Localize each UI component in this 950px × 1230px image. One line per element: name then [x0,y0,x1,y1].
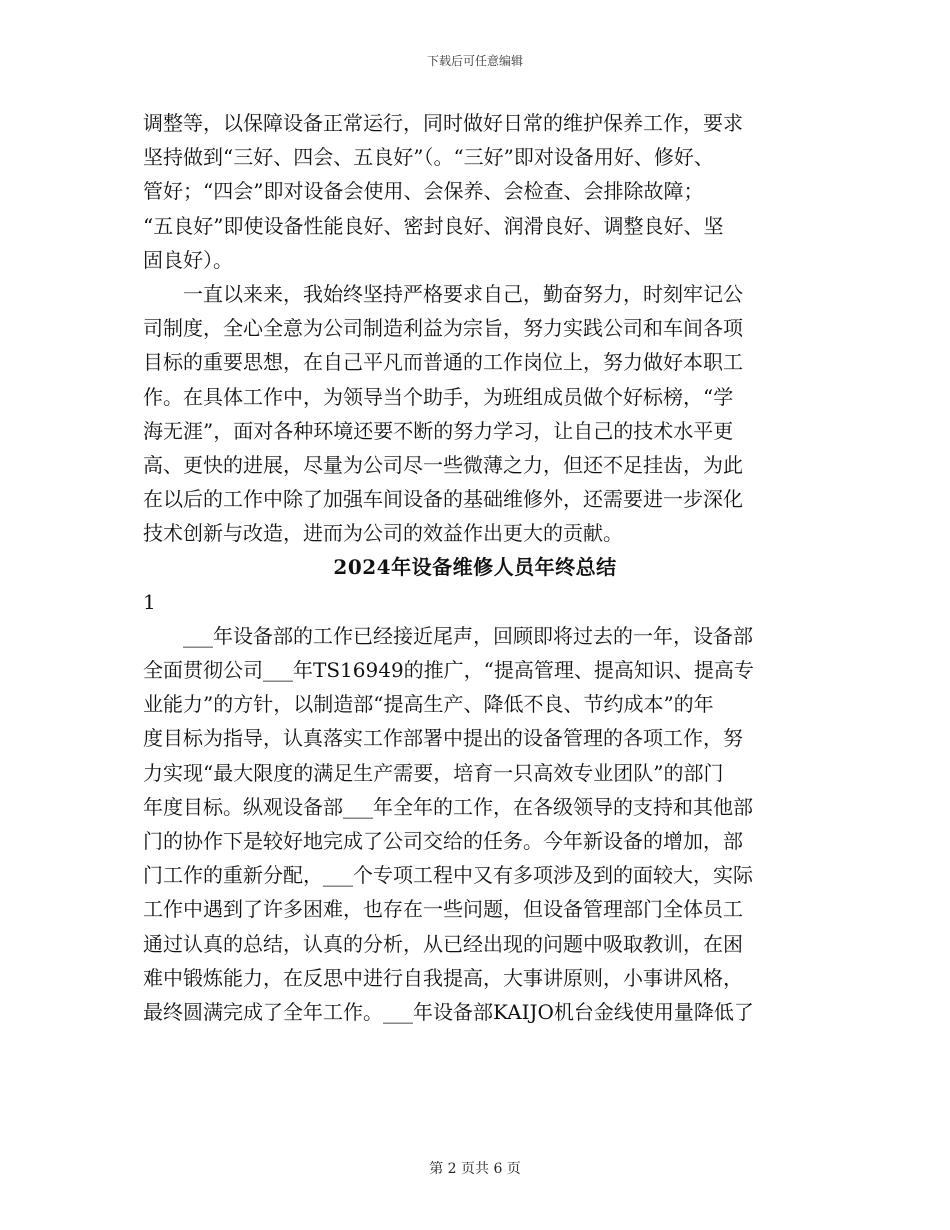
paragraph-line: 工作中遇到了许多困难，也存在一些问题，但设备管理部门全体员工 [143,897,743,922]
paragraph-line: 门的协作下是较好地完成了公司交给的任务。今年新设备的增加，部 [143,828,743,853]
paragraph-line: 作。在具体工作中，为领导当个助手，为班组成员做个好标榜，“学 [143,384,734,409]
document-body [143,106,807,1029]
paragraph-line: 门工作的重新分配，___个专项工程中又有多项涉及到的面较大，实际 [143,863,753,888]
paragraph-line: 年度目标。纵观设备部___年全年的工作，在各级领导的支持和其他部 [143,794,753,819]
paragraph-line: 司制度，全心全意为公司制造利益为宗旨，努力实践公司和车间各项 [143,316,743,341]
paragraph-line: 业能力”的方针，以制造部“提高生产、降低不良、节约成本”的年 [143,692,714,717]
page-header: 下载后可任意编辑 [426,54,523,68]
paragraph-line: 高、更快的进展，尽量为公司尽一些微薄之力，但还不足挂齿，为此 [143,452,743,477]
paragraph-line: 难中锻炼能力，在反思中进行自我提高，大事讲原则，小事讲风格， [143,965,743,990]
paragraph-line: 调整等，以保障设备正常运行，同时做好日常的维护保养工作，要求 [143,111,743,135]
paragraph-line: 固良好）。 [143,247,233,272]
paragraph-line: 海无涯”，面对各种环境还要不断的努力学习，让自己的技术水平更 [143,418,734,443]
section-number: 1 [143,589,156,614]
paragraph-line: 全面贯彻公司___年TS16949的推广，“提高管理、提高知识、提高专 [143,658,754,682]
paragraph-line: 度目标为指导，认真落实工作部署中提出的设备管理的各项工作，努 [143,726,743,751]
paragraph-line: 通过认真的总结，认真的分析，从已经出现的问题中吸取教训，在困 [143,931,743,956]
paragraph-line: 最终圆满完成了全年工作。___年设备部KAIJO机台金线使用量降低了 [143,999,754,1024]
paragraph-line: 力实现“最大限度的满足生产需要，培育一只高效专业团队”的部门 [143,760,724,785]
paragraph-line: 技术创新与改造，进而为公司的效益作出更大的贡献。 [143,521,623,546]
paragraph-line: 目标的重要思想，在自己平凡而普通的工作岗位上，努力做好本职工 [143,350,743,375]
paragraph-line: “五良好”即使设备性能良好、密封良好、润滑良好、调整良好、坚 [143,213,724,238]
paragraph-line: 坚持做到“三好、四会、五良好”（。“三好”即对设备用好、修好、 [143,145,714,170]
section-title: 2024年设备维修人员年终总结 [333,555,617,580]
paragraph-line: 在以后的工作中除了加强车间设备的基础维修外，还需要进一步深化 [143,487,743,512]
page-footer: 第 2 页共 6 页 [429,1161,521,1177]
paragraph-line: ___年设备部的工作已经接近尾声，回顾即将过去的一年，设备部 [183,623,753,648]
paragraph-line: 管好；“四会”即对设备会使用、会保养、会检查、会排除故障； [143,179,704,204]
paragraph-line: 一直以来来，我始终坚持严格要求自己，勤奋努力，时刻牢记公 [183,281,743,306]
